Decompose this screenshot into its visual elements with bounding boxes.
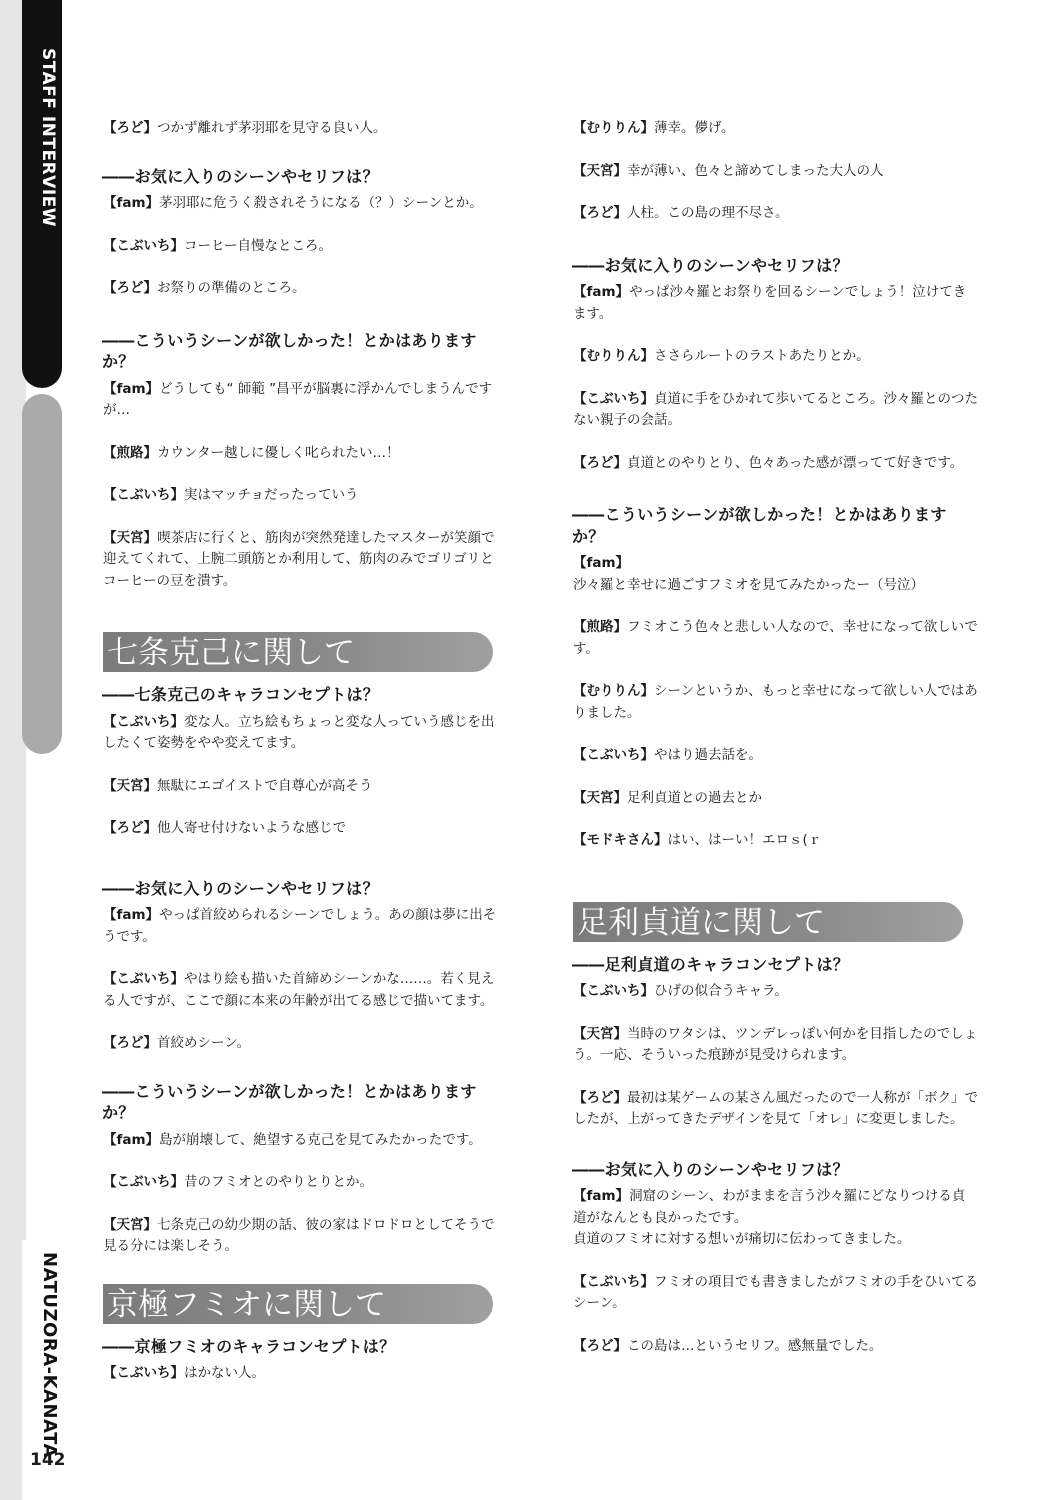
speaker: 【むりりん】 [573,683,654,699]
answer-text: やはり絵も描いた首締めシーンかな……。若く見える人ですが、ここで顔に本来の年齢が出てる感じで描いてます。 [103,971,495,1009]
speaker: 【ろど】 [573,1337,627,1354]
question: ――こういうシーンが欲しかった！とかはありますか？ [102,1081,477,1122]
answer [573,553,978,596]
answer-text: 幸が薄い、色々と諦めてしまった大人の人 [627,162,884,179]
speaker: 【ろど】 [103,280,157,296]
answer [573,681,978,724]
answer-text: シーンというか、もっと幸せになって欲しい人ではありました。 [573,683,978,721]
question: ――こういうシーンが欲しかった！とかはありますか？ [572,505,947,546]
answer-text: 茅羽耶に危うく殺されそうになる（？）シーンとか。 [159,195,483,211]
answer [573,981,978,1003]
answer-text: 昔のフミオとのやりとりとか。 [184,1174,373,1190]
question: ――足利貞道のキャラコンセプトは？ [572,954,850,974]
answer-text: 実はマッチョだったっていう [184,487,359,503]
answer [103,443,503,465]
speaker: 【fam】 [103,195,160,211]
section-heading [103,1284,503,1326]
answer [103,905,503,948]
speaker: 【天宮】 [573,162,627,179]
question: ――お気に入りのシーンやセリフは？ [102,166,379,186]
speaker: 【fam】 [573,284,630,300]
answer-text: フミオこう色々と悲しい人なので、幸せになって欲しいです。 [573,619,978,657]
answer [103,818,503,840]
answer [573,346,978,368]
speaker: 【こぶいち】 [103,487,184,503]
speaker: 【天宮】 [103,1216,157,1233]
answer [103,1130,503,1152]
heading-text: 七条克己に関して [107,635,355,671]
answer [573,745,978,767]
answer [573,1186,978,1251]
answer [103,1363,503,1385]
answer [573,617,978,660]
speaker: 【ろど】 [103,820,157,836]
question: ――七条克己のキャラコンセプトは？ [102,685,380,704]
answer [573,830,978,852]
answer [573,389,978,432]
speaker: 【煎路】 [103,444,157,461]
speaker: 【こぶいち】 [103,713,184,730]
answer [573,1272,978,1315]
answer-text: ささらルートのラストあたりとか。 [654,348,870,364]
answer [573,1336,978,1358]
speaker: 【こぶいち】 [103,1365,184,1381]
answer [573,161,978,183]
speaker: 【天宮】 [103,529,157,546]
question: ――こういうシーンが欲しかった！とかはありますか？ [102,330,477,371]
answer-text: ひげの似合うキャラ。 [654,983,788,999]
speaker: 【ろど】 [573,205,627,221]
answer-text: 当時のワタシは、ツンデレっぽい何かを目指したのでしょう。一応、そういった痕跡が見受けられます。 [573,1025,978,1063]
speaker: 【こぶいち】 [573,747,654,763]
answer-text-continued: 貞道のフミオに対する想いが痛切に伝わってきました。 [573,1231,911,1247]
answer [103,969,503,1012]
answer [103,485,503,507]
answer-text: はい、はーい！エロｓ(ｒ [667,832,822,848]
section-heading [573,902,978,944]
answer-text: 最初は某ゲームの某さん風だったので一人称が「ボク」でしたが、上がってきたデザインを見て「オレ」に変更しました。 [573,1089,978,1127]
answer [103,1172,503,1194]
speaker: 【こぶいち】 [573,1273,654,1290]
heading-text: 京極フミオに関して [107,1286,386,1323]
speaker: 【ろど】 [103,1035,157,1051]
answer-text: やっぱ首絞められるシーンでしょう。あの顔は夢に出そうです。 [103,907,497,945]
speaker: 【むりりん】 [573,348,654,364]
answer [573,788,978,810]
speaker: 【天宮】 [573,789,627,806]
answer-text: 変な人。立ち絵もちょっと変な人っていう感じを出したくて姿勢をやや変えてます。 [103,713,495,751]
question: ――京極フミオのキャラコンセプトは？ [102,1336,396,1356]
section-heading [103,632,503,674]
heading-text: 足利貞道に関して [577,904,825,941]
answer-text: 首絞めシーン。 [157,1035,251,1051]
answer-text: この島は…というセリフ。感無量でした。 [627,1337,883,1354]
speaker: 【むりりん】 [573,120,654,136]
answer-text: 島が崩壊して、絶望する克己を見てみたかったです。 [159,1131,482,1148]
answer-text: コーヒー自慢なところ。 [184,237,332,254]
speaker: 【fam】 [103,907,160,923]
answer-text: 足利貞道との過去とか [627,789,762,806]
speaker: 【ろど】 [573,1089,627,1106]
answer [103,278,503,300]
speaker: 【fam】 [103,380,160,397]
speaker: 【fam】 [103,1131,160,1148]
speaker: 【fam】 [573,555,630,571]
speaker: 【ろど】 [573,454,627,471]
answer-text: 貞道に手をひかれて歩いてるところ。沙々羅とのつたない親子の会話。 [573,390,978,428]
answer [573,203,978,225]
left-column [103,118,503,1406]
section-tab-gray [22,394,62,754]
answer [573,118,978,140]
answer-text: やはり過去話を。 [654,747,762,763]
speaker: 【モドキさん】 [573,832,668,848]
answer-text: 人柱。この島の理不尽さ。 [627,205,789,221]
answer-text: 七条克己の幼少期の話、彼の家はドロドロとしてそうで見る分には楽しそう。 [103,1216,495,1254]
answer [573,1088,978,1131]
question: ――お気に入りのシーンやセリフは？ [102,878,379,898]
question: ――お気に入りのシーンやセリフは？ [572,1159,849,1179]
answer-text: 沙々羅と幸せに過ごすフミオを見てみたかったー（号泣） [573,576,924,593]
answer [573,282,978,325]
speaker: 【こぶいち】 [103,237,184,254]
answer [573,1024,978,1067]
speaker: 【ろど】 [103,120,157,136]
speaker: 【fam】 [573,1188,630,1204]
question: ――お気に入りのシーンやセリフは？ [572,255,849,275]
answer-text: やっぱ沙々羅とお祭りを回るシーンでしょう！泣けてきます。 [573,284,967,322]
answer [103,712,503,755]
speaker: 【煎路】 [573,619,627,635]
answer [103,776,503,798]
answer-text: カウンター越しに優しく叱られたい…！ [157,444,400,461]
speaker: 【こぶいち】 [103,1174,184,1190]
answer-text: 洞窟のシーン、わがままを言う沙々羅にどなりつける貞道がなんとも良かったです。 [573,1188,966,1226]
answer-text: 貞道とのやりとり、色々あった感が漂ってて好きです。 [627,454,964,471]
answer [103,1215,503,1258]
answer-text: どうしても“ 師範 ”昌平が脳裏に浮かんでしまうんですが… [103,380,493,418]
answer [573,453,978,475]
page-number: 142 [30,1450,66,1470]
answer [103,118,503,140]
speaker: 【天宮】 [573,1025,627,1042]
answer-text: フミオの項目でも書きましたがフミオの手をひいてるシーン。 [573,1273,978,1311]
answer [103,193,503,215]
speaker: 【こぶいち】 [573,983,654,999]
staff-interview-label: STAFF INTERVIEW [38,48,58,228]
title-label: NATUZORA-KANATA [39,1252,60,1458]
answer-text: 無駄にエゴイストで自尊心が高そう [157,777,373,794]
speaker: 【こぶいち】 [103,971,184,987]
speaker: 【こぶいち】 [573,390,654,407]
answer-text: 喫茶店に行くと、筋肉が突然発達したマスターが笑顔で迎えてくれて、上腕二頭筋とか利用して、筋肉のみでゴリゴリとコーヒーの豆を潰す。 [103,529,495,589]
answer-text: 薄幸。儚げ。 [654,120,735,136]
answer-text: お祭りの準備のところ。 [157,280,306,296]
right-column [573,118,978,1378]
answer [103,528,503,593]
answer [103,236,503,258]
answer [103,1033,503,1055]
answer [103,379,503,422]
speaker: 【天宮】 [103,777,157,794]
answer-text: つかず離れず茅羽耶を見守る良い人。 [157,120,387,136]
answer-text: はかない人。 [184,1365,265,1381]
answer-text: 他人寄せ付けないような感じで [157,820,346,836]
